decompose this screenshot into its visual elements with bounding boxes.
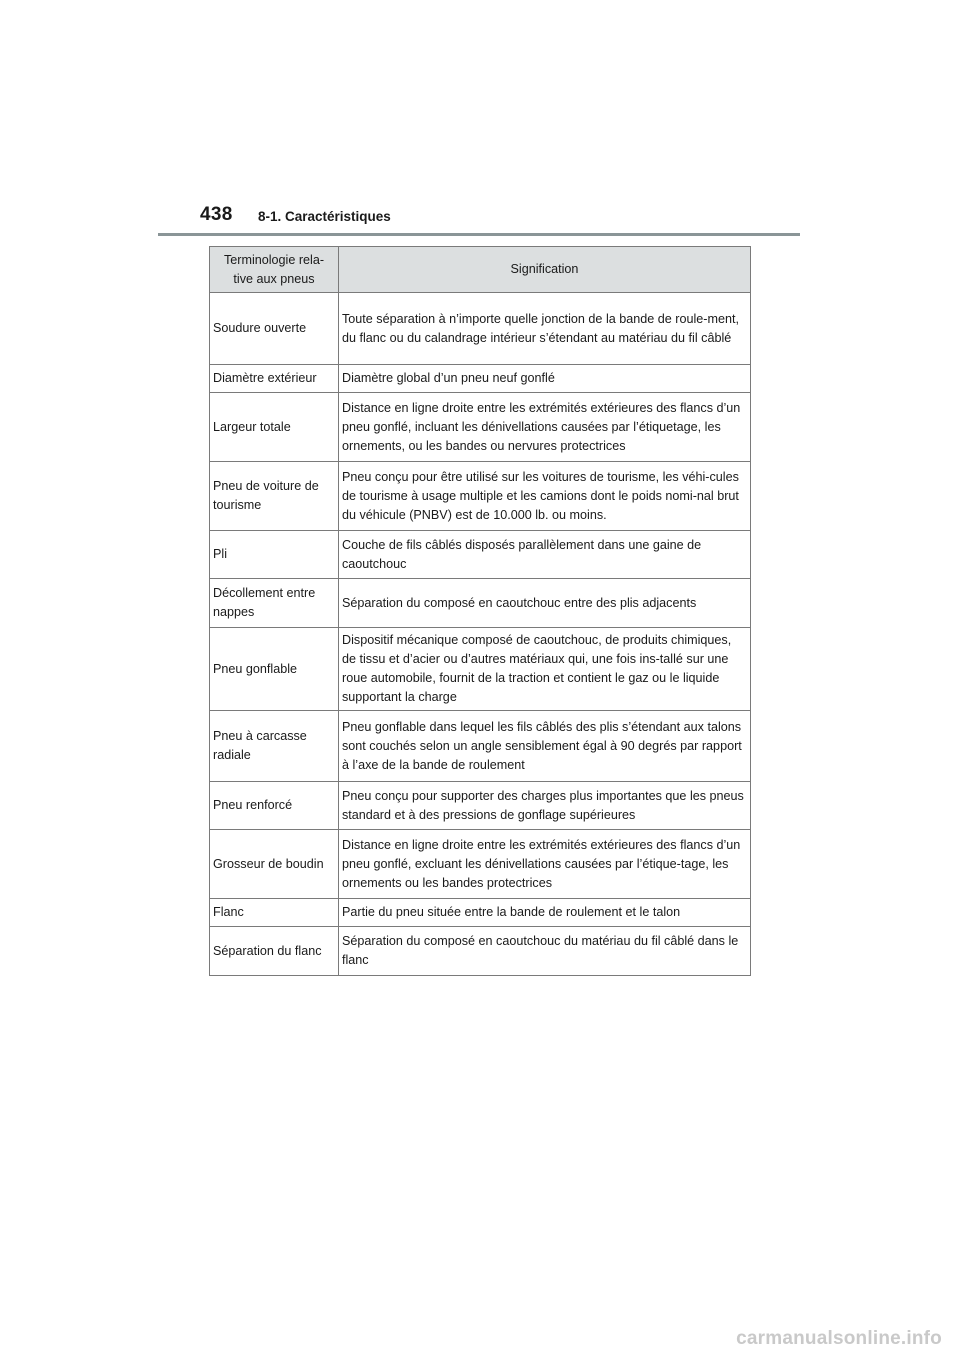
meaning-cell: Séparation du composé en caoutchouc entre des plis adjacents — [339, 579, 751, 628]
table-row — [210, 628, 751, 711]
meaning-cell: Pneu conçu pour supporter des charges plus importantes que les pneus standard et à des pressions de gonflage supérieures — [339, 782, 751, 830]
meaning-cell: Couche de fils câblés disposés parallèlement dans une gaine de caoutchouc — [339, 531, 751, 579]
tire-terminology-table — [209, 246, 751, 976]
term-cell: Séparation du flanc — [210, 927, 339, 976]
term-cell: Pli — [210, 531, 339, 579]
section-title: 8-1. Caractéristiques — [258, 209, 391, 224]
term-cell: Pneu de voiture de tourisme — [210, 462, 339, 531]
column-header-term: Terminologie rela- tive aux pneus — [210, 247, 339, 293]
term-cell: Diamètre extérieur — [210, 365, 339, 393]
meaning-cell: Pneu gonflable dans lequel les fils câblés des plis s’étendant aux talons sont couchés selon un angle sensiblement égal à 90 degrés par rapport à l’axe de la bande de roulement — [339, 711, 751, 782]
table-row — [210, 711, 751, 782]
term-cell: Soudure ouverte — [210, 293, 339, 365]
table-row — [210, 899, 751, 927]
term-cell: Grosseur de boudin — [210, 830, 339, 899]
term-cell: Pneu gonflable — [210, 628, 339, 711]
page-number: 438 — [200, 204, 233, 225]
page-header — [200, 200, 800, 234]
term-cell: Pneu à carcasse radiale — [210, 711, 339, 782]
table-row — [210, 782, 751, 830]
meaning-cell: Distance en ligne droite entre les extrémités extérieures des flancs d’un pneu gonflé, excluant les dénivellations causées par l’étique-tage, les ornements ou les bandes protectrices — [339, 830, 751, 899]
table-row — [210, 293, 751, 365]
table-row — [210, 579, 751, 628]
table-row — [210, 462, 751, 531]
term-cell: Pneu renforcé — [210, 782, 339, 830]
meaning-cell: Pneu conçu pour être utilisé sur les voitures de tourisme, les véhi-cules de tourisme à usage multiple et les camions dont le poids nomi-nal brut du véhicule (PNBV) est de 10.000 lb. ou moins. — [339, 462, 751, 531]
table-row — [210, 531, 751, 579]
meaning-cell: Toute séparation à n’importe quelle jonction de la bande de roule-ment, du flanc ou du calandrage intérieur s’étendant au matériau du fil câblé — [339, 293, 751, 365]
table-header-row — [210, 247, 751, 293]
header-divider — [158, 233, 800, 236]
table-row — [210, 830, 751, 899]
term-cell: Largeur totale — [210, 393, 339, 462]
meaning-cell: Distance en ligne droite entre les extrémités extérieures des flancs d’un pneu gonflé, incluant les dénivellations causées par l’étiquetage, les ornements, ou les bandes ou nervures protectrices — [339, 393, 751, 462]
table-row — [210, 393, 751, 462]
meaning-cell: Diamètre global d’un pneu neuf gonflé — [339, 365, 751, 393]
column-header-meaning: Signification — [339, 247, 751, 293]
watermark: carmanualsonline.info — [736, 1328, 942, 1349]
meaning-cell: Dispositif mécanique composé de caoutchouc, de produits chimiques, de tissu et d’acier ou d’autres matériaux qui, une fois ins-tallé sur une roue automobile, fournit de la traction et contient le gaz ou le liquide supportant la charge — [339, 628, 751, 711]
table-row — [210, 365, 751, 393]
table-row — [210, 927, 751, 976]
meaning-cell: Partie du pneu située entre la bande de roulement et le talon — [339, 899, 751, 927]
term-cell: Flanc — [210, 899, 339, 927]
term-cell: Décollement entre nappes — [210, 579, 339, 628]
meaning-cell: Séparation du composé en caoutchouc du matériau du fil câblé dans le flanc — [339, 927, 751, 976]
